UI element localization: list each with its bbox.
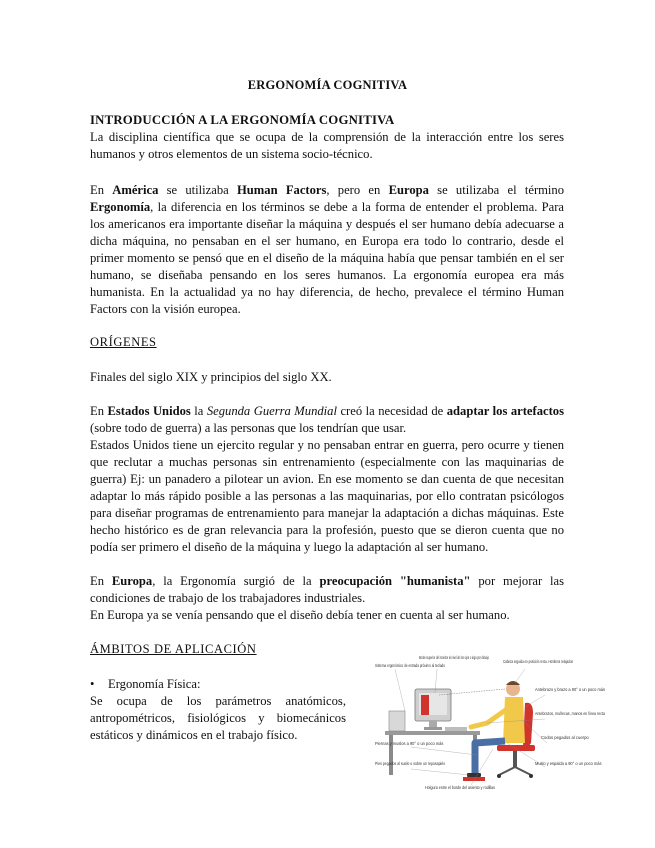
ergonomic-workstation-illustration [375,651,606,791]
origins-europe-detail: En Europa ya se venía pensando que el diseño debía tener en cuenta al ser humano. [90,608,510,622]
origins-heading-wrap [90,334,564,351]
text-run: por mejorar las condiciones de trabajo de los trabajadores industriales. [90,574,565,605]
text-run: se utilizaba [158,183,237,197]
figure-label-head: Cabeza erguida en posición recta. Hombros relajados [503,659,573,664]
america-term: América [112,183,159,197]
origins-usa-paragraph [90,403,564,437]
origins-heading: ORÍGENES [90,335,157,349]
figure-label-legs: Piernas y muslos a 90° o un poco más [375,741,444,746]
intro-section [90,112,564,163]
human-factors-term: Human Factors [237,183,327,197]
text-run: , la diferencia en los términos se debe a la forma de entender el problema. Para los americanos era importante diseñar la máquina y después el ser humano debía adecuarse a dicha máquina, no pensaban en el ser humano, en Europa era todo lo contrario, desde el primer momento se pensó que en el diseño de la máquina había que pensar también en el ser humano, se diseñaba pensando en los seres humanos. La ergonomía europea era más humanista. En la actualidad ya no hay diferencia, de hecho, prevalece el término Human Factors con la visión europea. [90,200,564,316]
text-run: En [90,183,113,197]
figure-label-monitor: Borde superior del monitor al nivel de los ojos o algo por debajo [419,655,538,660]
figure-label-elbows: Codos pegados al cuerpo [541,735,589,740]
adapt-term: adaptar los artefactos [446,404,564,418]
keyboard-icon [445,727,467,731]
figure-label-thigh: Muslo y espalda a 90° o un poco más [535,761,602,766]
scope-item-title: Ergonomía Física: [108,677,201,691]
figure-label-knee-gap: Holgura entre el borde del asiento y rodillas [425,785,495,790]
document-title: ERGONOMÍA COGNITIVA [247,78,408,92]
intro-definition: La disciplina científica que se ocupa de la comprensión de la interacción entre los seres humanos y otros elementos de un sistema socio-técnico. [90,130,564,161]
figure-label-input: Sistema ergonómico de entrada próximo al teclado [375,663,446,668]
origins-period: Finales del siglo XIX y principios del siglo XX. [90,370,332,384]
text-run: la [190,404,207,418]
text-run: , pero en [326,183,389,197]
intro-heading: INTRODUCCIÓN A LA ERGONOMÍA COGNITIVA [90,113,395,127]
eeuu-term: Estados Unidos [107,404,191,418]
scope-heading: ÁMBITOS DE APLICACIÓN [90,642,257,656]
desk-icon [385,731,480,735]
text-run: se utilizaba el término [428,183,565,197]
scope-list-item [90,676,200,693]
text-run: , la Ergonomía surgió de la [152,574,320,588]
war-term: Segunda Guerra Mundial [206,404,337,418]
america-europe-paragraph [90,182,564,318]
scope-item-text: Se ocupa de los parámetros anatómicos, antropométricos, fisiológicos y biomecánicos estáticos y dinámicos en el trabajo físico. [90,694,346,742]
europa-term: Europa [388,183,429,197]
text-run: creó la necesidad de [336,404,447,418]
figure-label-wrist: Antebrazos, muñecas, manos en línea recta [535,711,606,716]
bullet-icon: • [90,677,95,691]
figure-label-arm: Antebrazo y brazo a 90° o un poco más [535,687,605,692]
europa-term: Europa [111,574,153,588]
figure-label-feet: Pies pegados al suelo o sobre un reposapiés [375,761,445,766]
text-run: (sobre todo de guerra) a las personas que los tendrían que usar. [90,421,407,435]
text-run: En [90,404,108,418]
ergonomia-term: Ergonomía [90,200,151,214]
origins-europe-paragraph [90,573,564,607]
footrest-icon [463,777,485,781]
origins-usa-detail: Estados Unidos tiene un ejercito regular y no pensaban entrar en guerra, pero ocurre y tienen que reclutar a muchas personas sin entrenamiento (especialmente con las maquinarias de guerra) Ej: un panadero a pilotear un avion. En ese momento se dan cuenta de que necesitan adaptar lo más rápido posible a las personas a las maquinarias, por ello contratan psicólogos para diseñar programas de entrenamiento para manejar la adaptación a dichas máquinas. Este hecho histórico es de gran relevancia para la profesión, puesto que se dieron cuenta que no podía ser primero el diseño de la máquina y luego la adaptación al ser humano. [90,438,564,554]
humanist-concern-term: preocupación "humanista" [319,574,471,588]
text-run: En [90,574,112,588]
